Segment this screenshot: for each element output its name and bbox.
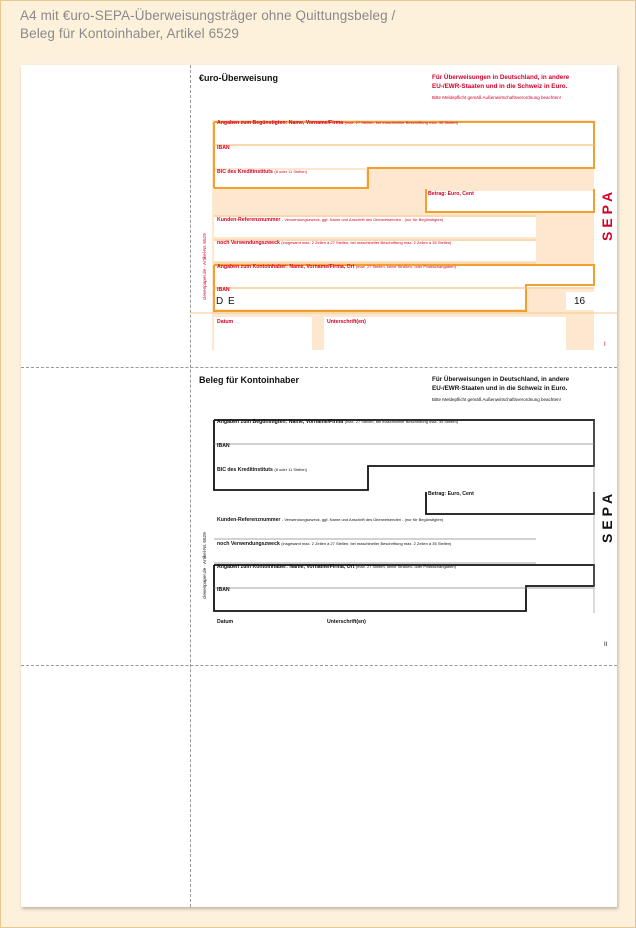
- beleg-label-betrag: Betrag: Euro, Cent: [428, 491, 474, 497]
- form-outline-orange: [190, 65, 617, 367]
- beleg-label-beguenstigter: Angaben zum Begünstigten: Name, Vorname/Firma (max. 27 Stellen, bei maschineller Beschriftung max. 35 Stellen): [217, 419, 458, 425]
- label-iban2: IBAN: [217, 287, 230, 293]
- label-referenz: Kunden-Referenznummer - Verwendungszweck, ggf. Name und Anschrift des Überweisenden - (nur für Begünstigten): [217, 217, 444, 223]
- beleg-label-iban2: IBAN: [217, 587, 230, 593]
- form-heading: €uro-Überweisung: [199, 73, 279, 83]
- beleg-label-iban: IBAN: [217, 443, 230, 449]
- beleg-note-small: Bitte Meldepflicht gemäß Außenwirtschaftsverordnung beachten!: [432, 397, 561, 402]
- beleg-label-kontoinhaber: Angaben zum Kontoinhaber: Name, Vorname/Firma, Ort (max. 27 Stellen, keine Straßen- oder Postfachangaben): [217, 564, 456, 570]
- page-title-line1: A4 mit €uro-SEPA-Überweisungsträger ohne Quittungsbeleg /: [20, 8, 396, 23]
- code-16: 16: [574, 296, 586, 307]
- label-unterschrift: Unterschrift(en): [327, 319, 366, 325]
- note-line1: Für Überweisungen in Deutschland, in andere: [432, 74, 570, 81]
- beleg-label-verwendung: noch Verwendungszweck (insgesamt max. 2 Zeilen à 27 Stellen, bei maschineller Beschriftung max. 2 Zeilen à 35 Stellen): [217, 541, 452, 547]
- side-article-text: clevenpaper.de · Artikel-Nr. 6529: [202, 233, 207, 300]
- beleg-corner-mark: II: [604, 642, 608, 648]
- note-small: Bitte Meldepflicht gemäß Außenwirtschaftsverordnung beachten!: [432, 95, 561, 100]
- iban-prefix-e: E: [228, 296, 235, 307]
- page-title-line2: Beleg für Kontoinhaber, Artikel 6529: [20, 26, 239, 41]
- corner-mark: I: [604, 342, 606, 348]
- label-iban: IBAN: [217, 145, 230, 151]
- beleg-label-unterschrift: Unterschrift(en): [327, 619, 366, 625]
- label-kontoinhaber: Angaben zum Kontoinhaber: Name, Vorname/Firma, Ort (max. 27 Stellen, keine Straßen- oder Postfachangaben): [217, 264, 456, 270]
- beleg-outline: [190, 367, 617, 665]
- beleg-label-referenz: Kunden-Referenznummer - Verwendungszweck, ggf. Name und Anschrift des Überweisenden - (nur für Begünstigten): [217, 517, 444, 523]
- label-datum: Datum: [217, 319, 234, 325]
- beleg-label-bic: BIC des Kreditinstituts (8 oder 11 Stellen): [217, 467, 307, 473]
- iban-prefix-d: D: [216, 296, 224, 307]
- ueberweisung-form: [190, 65, 617, 367]
- beleg-sepa-logo: SEPA: [599, 489, 615, 543]
- label-betrag: Betrag: Euro, Cent: [428, 191, 474, 197]
- a4-sheet: [21, 65, 617, 907]
- beleg-note-line2: EU-/EWR-Staaten und in die Schweiz in Euro.: [432, 385, 568, 392]
- beleg-side-article-text: clevenpaper.de · Artikel-Nr. 6529: [202, 532, 207, 599]
- beleg-heading: Beleg für Kontoinhaber: [199, 375, 300, 385]
- note-line2: EU-/EWR-Staaten und in die Schweiz in Euro.: [432, 83, 568, 90]
- beleg-note-line1: Für Überweisungen in Deutschland, in andere: [432, 376, 570, 383]
- beleg-label-datum: Datum: [217, 619, 234, 625]
- label-verwendung: noch Verwendungszweck (insgesamt max. 2 Zeilen à 27 Stellen, bei maschineller Beschriftung max. 2 Zeilen à 35 Stellen): [217, 240, 452, 246]
- label-bic: BIC des Kreditinstituts (8 oder 11 Stellen): [217, 169, 307, 175]
- beleg-form: [190, 367, 617, 665]
- label-beguenstigter: Angaben zum Begünstigten: Name, Vorname/Firma (max. 27 Stellen, bei maschineller Beschriftung max. 35 Stellen): [217, 120, 458, 126]
- sepa-logo: SEPA: [599, 187, 615, 241]
- perforation-horizontal-2: [21, 665, 617, 666]
